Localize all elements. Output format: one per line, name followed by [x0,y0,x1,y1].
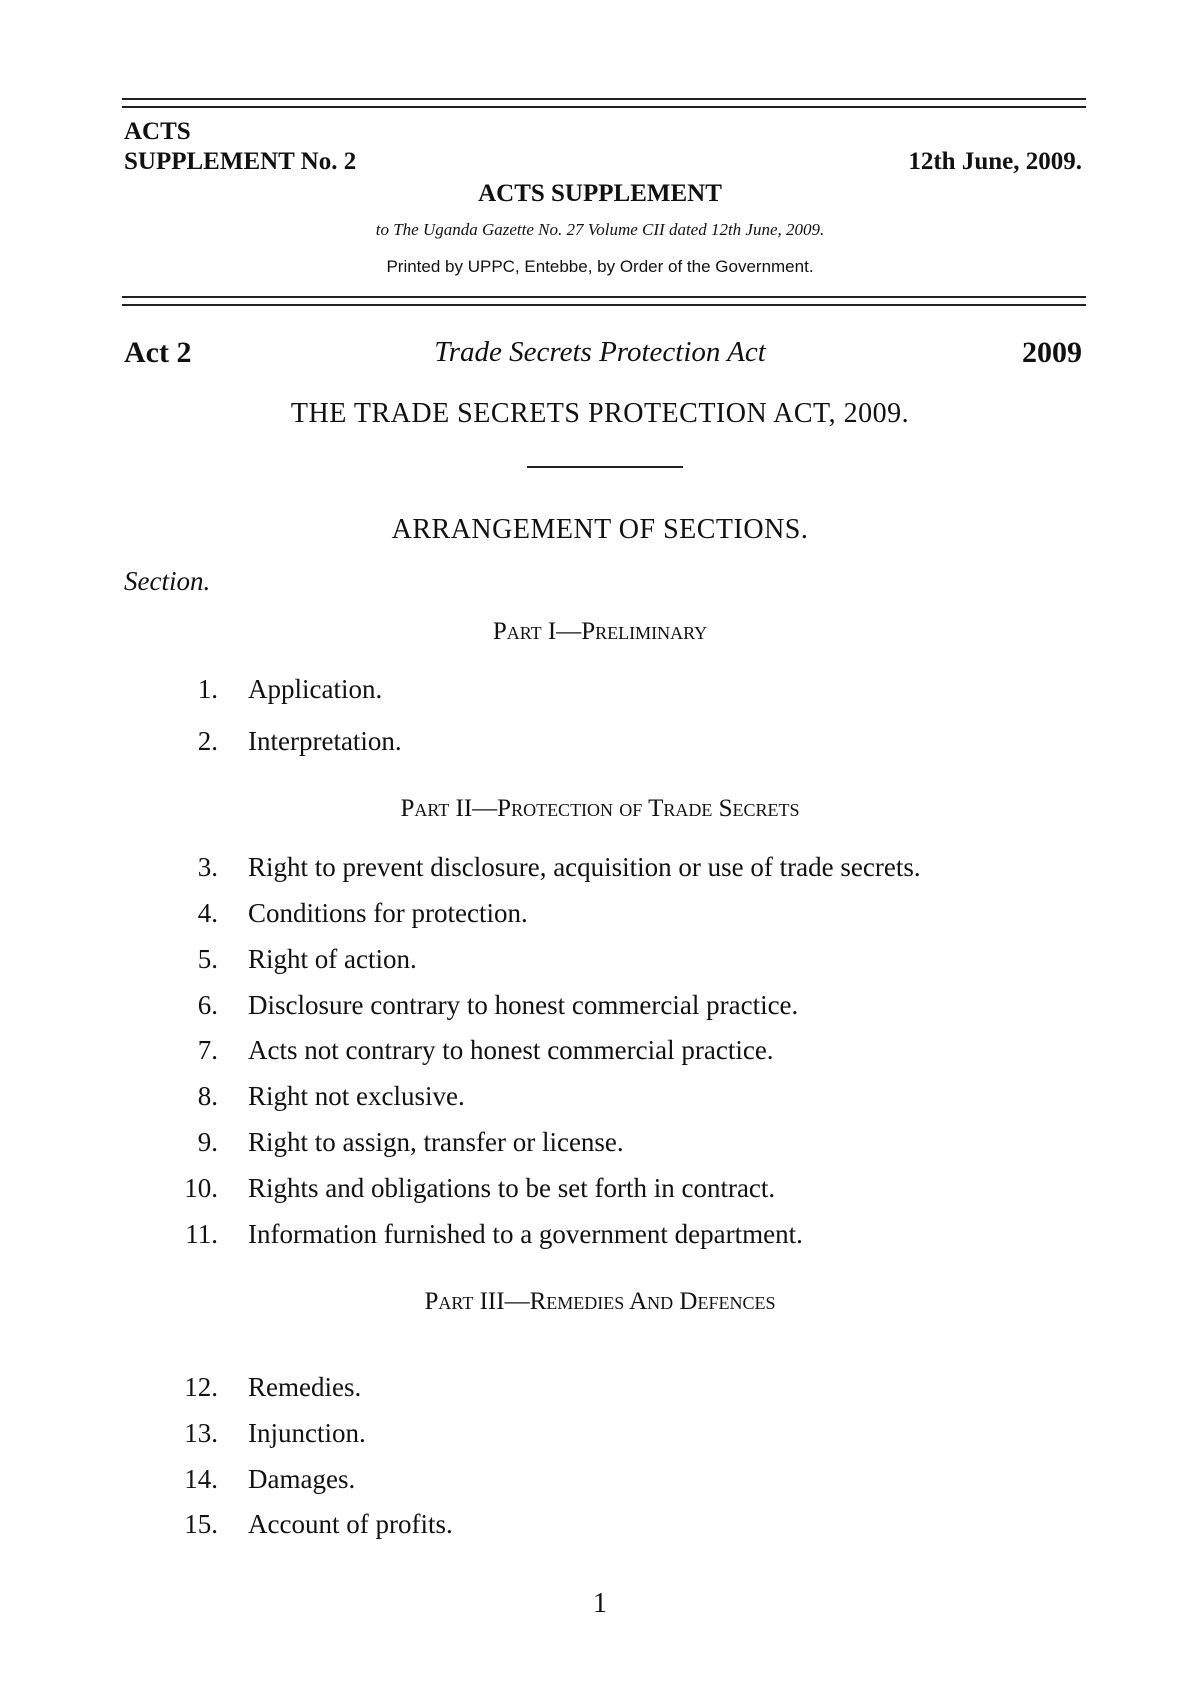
section-title: Application. [248,674,383,704]
supplement-title: ACTS SUPPLEMENT [478,180,722,207]
header-top-rule-1 [122,98,1086,100]
supplement-label-line2: SUPPLEMENT No. 2 [124,148,357,175]
section-number: 11. [185,1219,218,1249]
section-title: Account of profits. [248,1509,453,1539]
section-title: Rights and obligations to be set forth in contract. [248,1173,776,1203]
section-title: Remedies. [248,1372,362,1402]
printer-line: Printed by UPPC, Entebbe, by Order of the Government. [386,257,814,276]
running-head-name: Trade Secrets Protection Act [434,336,766,368]
section-number: 1. [197,674,218,704]
section-number: 10. [184,1173,218,1203]
supplement-label-line1: ACTS [124,118,191,145]
section-title: Disclosure contrary to honest commercial practice. [248,990,799,1020]
section-number: 9. [197,1127,218,1157]
running-head-act: Act 2 [124,336,192,369]
section-title: Right to prevent disclosure, acquisition or use of trade secrets. [248,852,921,882]
supplement-date: 12th June, 2009. [908,148,1082,175]
section-number: 7. [197,1035,218,1065]
section-title: Conditions for protection. [248,898,528,928]
section-title: Right to assign, transfer or license. [248,1127,624,1157]
section-title: Right of action. [248,944,417,974]
section-title: Acts not contrary to honest commercial practice. [248,1035,774,1065]
section-title: Right not exclusive. [248,1081,465,1111]
header-top-rule-2 [122,106,1086,108]
section-title: Damages. [248,1464,356,1494]
page-number: 1 [593,1588,607,1619]
section-number: 5. [197,944,218,974]
section-number: 8. [197,1081,218,1111]
section-number: 14. [184,1464,218,1494]
header-bottom-rule-1 [122,296,1086,298]
section-title: Information furnished to a government department. [248,1219,803,1249]
section-title: Interpretation. [248,726,402,756]
section-number: 13. [184,1418,218,1448]
section-label: Section. [124,566,211,596]
section-number: 12. [184,1372,218,1402]
part-heading: Part II—Protection of Trade Secrets [400,795,800,822]
section-number: 6. [197,990,218,1020]
section-number: 4. [197,898,218,928]
part-heading: Part I—Preliminary [492,618,708,645]
section-number: 3. [197,852,218,882]
part-heading: Part III—Remedies And Defences [424,1288,776,1315]
header-bottom-rule-2 [122,304,1086,306]
gazette-reference: to The Uganda Gazette No. 27 Volume CII dated 12th June, 2009. [375,220,825,239]
document-title: THE TRADE SECRETS PROTECTION ACT, 2009. [290,398,910,429]
section-number: 2. [197,726,218,756]
section-title: Injunction. [248,1418,366,1448]
arrangement-heading: ARRANGEMENT OF SECTIONS. [391,514,809,545]
running-head-year: 2009 [1022,336,1082,369]
section-number: 15. [184,1509,218,1539]
title-divider [527,466,683,468]
